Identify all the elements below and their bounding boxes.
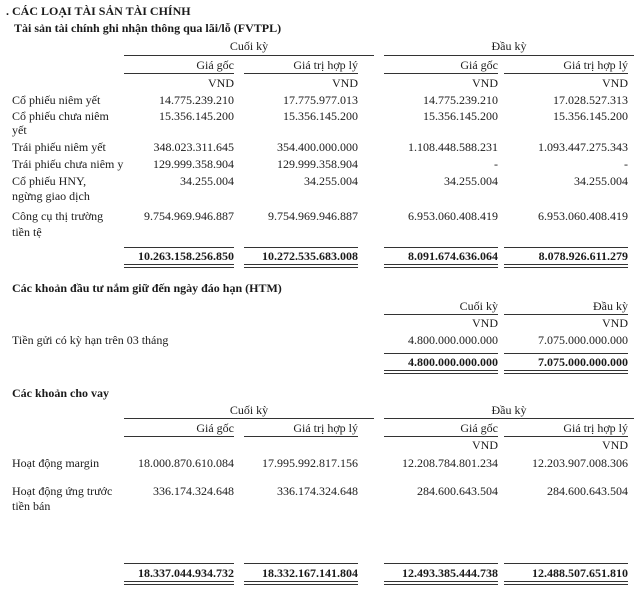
htm-header-rule bbox=[504, 314, 628, 315]
loans-period-end: Cuối kỳ bbox=[229, 403, 269, 417]
htm-row-label: Tiền gửi có kỳ hạn trên 03 tháng bbox=[12, 333, 169, 347]
fvtpl-row-label: yết bbox=[12, 123, 27, 137]
fvtpl-cell: - bbox=[494, 157, 498, 171]
fvtpl-row-label: ngừng giao dịch bbox=[12, 189, 90, 203]
loans-row-label: Hoạt động ứng trước bbox=[12, 484, 113, 498]
htm-period-end: Cuối kỳ bbox=[459, 299, 498, 313]
fvtpl-cell: 348.023.311.645 bbox=[153, 140, 234, 154]
loans-header-rule bbox=[504, 436, 628, 437]
fvtpl-cell: 15.356.145.200 bbox=[283, 109, 358, 123]
loans-cell: 284.600.643.504 bbox=[547, 484, 628, 498]
fvtpl-cell: 9.754.969.946.887 bbox=[268, 209, 358, 223]
loans-cell: 12.208.784.801.234 bbox=[402, 456, 498, 470]
fvtpl-unit: VND bbox=[602, 76, 628, 90]
loans-total-rule bbox=[244, 563, 358, 564]
loans-header-rule bbox=[384, 436, 498, 437]
loans-cell: 284.600.643.504 bbox=[417, 484, 498, 498]
fvtpl-header-fair-start: Giá trị hợp lý bbox=[563, 58, 628, 72]
fvtpl-header-cost-start: Giá gốc bbox=[460, 58, 498, 72]
htm-header-rule bbox=[384, 314, 498, 315]
fvtpl-header-fair-end: Giá trị hợp lý bbox=[293, 58, 358, 72]
loans-total-double-rule bbox=[244, 581, 358, 585]
fvtpl-period-start-rule bbox=[384, 55, 634, 56]
fvtpl-cell: 17.028.527.313 bbox=[553, 93, 628, 107]
fvtpl-cell: 129.999.358.904 bbox=[277, 157, 358, 171]
loans-cell: 336.174.324.648 bbox=[153, 484, 234, 498]
loans-header-fair-start: Giá trị hợp lý bbox=[563, 421, 628, 435]
fvtpl-period-end-rule bbox=[124, 55, 374, 56]
fvtpl-row-label: Công cụ thị trường bbox=[12, 209, 104, 223]
loans-period-end-rule bbox=[124, 418, 374, 419]
fvtpl-header-cost-end: Giá gốc bbox=[196, 58, 234, 72]
fvtpl-total-rule bbox=[124, 247, 234, 248]
loans-cell: 18.000.870.610.084 bbox=[138, 456, 234, 470]
fvtpl-row-label: Cổ phiếu HNY, bbox=[12, 174, 87, 188]
loans-unit: VND bbox=[602, 438, 628, 452]
fvtpl-row-label: Trái phiếu niêm yết bbox=[12, 140, 106, 154]
fvtpl-period-end: Cuối kỳ bbox=[229, 39, 269, 53]
fvtpl-unit: VND bbox=[472, 76, 498, 90]
loans-total: 18.332.167.141.804 bbox=[262, 566, 358, 580]
fvtpl-total: 10.263.158.256.850 bbox=[138, 249, 234, 263]
htm-total-double-rule bbox=[504, 370, 628, 374]
loans-total: 12.488.507.651.810 bbox=[532, 566, 628, 580]
htm-total-rule bbox=[504, 353, 628, 354]
loans-row-label: tiền bán bbox=[12, 499, 51, 513]
fvtpl-cell: 34.255.004 bbox=[180, 174, 234, 188]
fvtpl-cell: 34.255.004 bbox=[574, 174, 628, 188]
fvtpl-period-start: Đầu kỳ bbox=[491, 39, 527, 53]
loans-period-start: Đầu kỳ bbox=[491, 403, 527, 417]
fvtpl-cell: 6.953.060.408.419 bbox=[538, 209, 628, 223]
loans-unit: VND bbox=[472, 438, 498, 452]
fvtpl-header-rule bbox=[124, 73, 234, 74]
fvtpl-cell: 1.108.448.588.231 bbox=[408, 140, 498, 154]
fvtpl-unit: VND bbox=[332, 76, 358, 90]
htm-unit: VND bbox=[472, 316, 498, 330]
loans-row-label: Hoạt động margin bbox=[12, 456, 100, 470]
fvtpl-total-rule bbox=[384, 247, 498, 248]
fvtpl-total: 8.078.926.611.279 bbox=[538, 249, 628, 263]
fvtpl-cell: 34.255.004 bbox=[444, 174, 498, 188]
fvtpl-header-rule bbox=[504, 73, 628, 74]
fvtpl-total-double-rule bbox=[124, 264, 234, 268]
fvtpl-total-double-rule bbox=[384, 264, 498, 268]
fvtpl-cell: 34.255.004 bbox=[304, 174, 358, 188]
loans-total-double-rule bbox=[384, 581, 498, 585]
fvtpl-cell: 14.775.239.210 bbox=[423, 93, 498, 107]
fvtpl-cell: 14.775.239.210 bbox=[159, 93, 234, 107]
fvtpl-total: 10.272.535.683.008 bbox=[262, 249, 358, 263]
fvtpl-cell: - bbox=[624, 157, 628, 171]
htm-unit: VND bbox=[602, 316, 628, 330]
fvtpl-row-label: tiền tệ bbox=[12, 225, 42, 239]
fvtpl-cell: 15.356.145.200 bbox=[553, 109, 628, 123]
fvtpl-header-rule bbox=[244, 73, 358, 74]
loans-period-start-rule bbox=[384, 418, 634, 419]
loans-total: 12.493.385.444.738 bbox=[402, 566, 498, 580]
loans-header-fair-end: Giá trị hợp lý bbox=[293, 421, 358, 435]
loans-cell: 17.995.992.817.156 bbox=[262, 456, 358, 470]
loans-total-rule bbox=[384, 563, 498, 564]
htm-cell: 4.800.000.000.000 bbox=[408, 333, 498, 347]
fvtpl-total: 8.091.674.636.064 bbox=[408, 249, 498, 263]
loans-cell: 336.174.324.648 bbox=[277, 484, 358, 498]
loans-header-rule bbox=[244, 436, 358, 437]
fvtpl-cell: 6.953.060.408.419 bbox=[408, 209, 498, 223]
htm-cell: 7.075.000.000.000 bbox=[538, 333, 628, 347]
loans-total-double-rule bbox=[504, 581, 628, 585]
fvtpl-row-label: Cổ phiếu niêm yết bbox=[12, 93, 101, 107]
loans-total-rule bbox=[504, 563, 628, 564]
htm-period-start: Đầu kỳ bbox=[593, 299, 628, 313]
loans-header-cost-end: Giá gốc bbox=[196, 421, 234, 435]
loans-cell: 12.203.907.008.306 bbox=[532, 456, 628, 470]
loans-total: 18.337.044.934.732 bbox=[138, 566, 234, 580]
fvtpl-cell: 15.356.145.200 bbox=[159, 109, 234, 123]
fvtpl-header-rule bbox=[384, 73, 498, 74]
loans-header-rule bbox=[124, 436, 234, 437]
fvtpl-cell: 1.093.447.275.343 bbox=[538, 140, 628, 154]
loans-title: Các khoản cho vay bbox=[12, 386, 110, 400]
fvtpl-total-rule bbox=[504, 247, 628, 248]
fvtpl-cell: 9.754.969.946.887 bbox=[144, 209, 234, 223]
htm-total-rule bbox=[384, 353, 498, 354]
fvtpl-total-rule bbox=[244, 247, 358, 248]
loans-header-cost-start: Giá gốc bbox=[460, 421, 498, 435]
htm-total: 7.075.000.000.000 bbox=[538, 355, 628, 369]
fvtpl-row-label: Cổ phiếu chưa niêm bbox=[12, 109, 109, 123]
fvtpl-cell: 15.356.145.200 bbox=[423, 109, 498, 123]
htm-total: 4.800.000.000.000 bbox=[408, 355, 498, 369]
loans-total-double-rule bbox=[124, 581, 234, 585]
fvtpl-row-label: Trái phiếu chưa niêm y bbox=[12, 157, 124, 171]
fvtpl-cell: 354.400.000.000 bbox=[277, 140, 358, 154]
fvtpl-total-double-rule bbox=[244, 264, 358, 268]
section-title: . CÁC LOẠI TÀI SẢN TÀI CHÍNH bbox=[6, 4, 191, 18]
htm-total-double-rule bbox=[384, 370, 498, 374]
fvtpl-cell: 17.775.977.013 bbox=[283, 93, 358, 107]
fvtpl-title: Tài sản tài chính ghi nhận thông qua lãi/lỗ (FVTPL) bbox=[14, 21, 282, 35]
htm-title: Các khoản đầu tư nắm giữ đến ngày đáo hạn (HTM) bbox=[12, 281, 282, 295]
fvtpl-unit: VND bbox=[208, 76, 234, 90]
fvtpl-cell: 129.999.358.904 bbox=[153, 157, 234, 171]
loans-total-rule bbox=[124, 563, 234, 564]
fvtpl-total-double-rule bbox=[504, 264, 628, 268]
